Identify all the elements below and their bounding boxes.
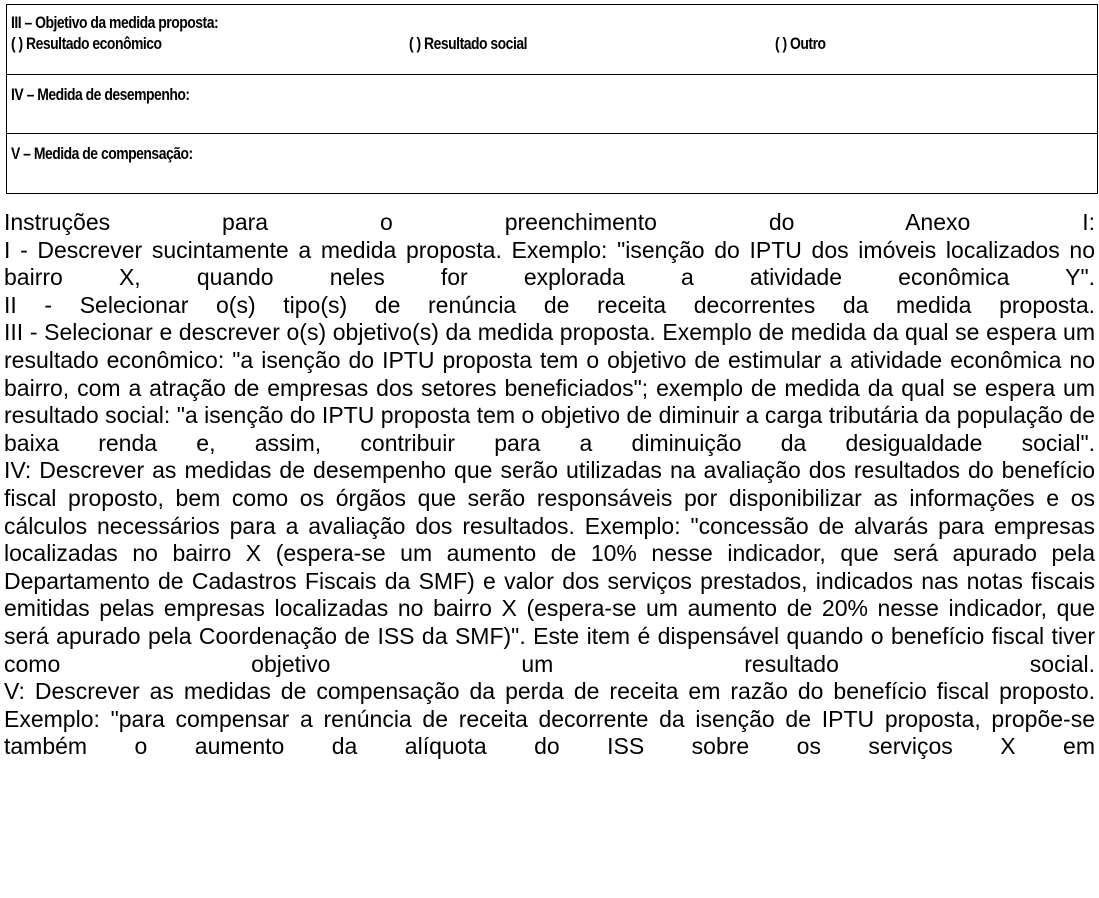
- section-3-title: III – Objetivo da medida proposta:: [11, 13, 219, 32]
- objective-options: [11, 33, 1097, 55]
- form-table: [6, 4, 1098, 194]
- instruction-item-5: V: Descrever as medidas de compensação da perda de receita em razão do benefício fiscal proposto. Exemplo: "para compensar a renúncia de receita decorrente da isenção de IPTU proposta, propõe-se também o aumento da alíquota do ISS sobre os serviços X em: [4, 678, 1095, 760]
- section-5-title: V – Medida de compensação:: [11, 144, 193, 163]
- section-4-title: IV – Medida de desempenho:: [11, 85, 190, 104]
- section-5-cell[interactable]: [7, 134, 1098, 194]
- instruction-item-2: II - Selecionar o(s) tipo(s) de renúncia de receita decorrentes da medida proposta.: [4, 291, 1095, 318]
- section-3-row: [7, 5, 1098, 75]
- option-social-result[interactable]: ( ) Resultado social: [409, 34, 527, 53]
- instruction-item-3: III - Selecionar e descrever o(s) objetivo(s) da medida proposta. Exemplo de medida da qual se espera um resultado econômico: "a isenção do IPTU proposta tem o objetivo de estimular a atividade econômica no bairro, com a atração de empresas dos setores beneficiados"; exemplo de medida da qual se espera um resultado social: "a isenção do IPTU proposta tem o objetivo de diminuir a carga tributária da população de baixa renda e, assim, contribuir para a diminuição da desigualdade social".: [4, 319, 1095, 456]
- instruction-item-1: I - Descrever sucintamente a medida proposta. Exemplo: "isenção do IPTU dos imóveis localizados no bairro X, quando neles for explorada a atividade econômica Y".: [4, 236, 1095, 291]
- section-4-row: [7, 75, 1098, 134]
- instructions-heading: Instruções para o preenchimento do Anexo I:: [4, 209, 1095, 235]
- section-3-cell: [7, 5, 1098, 75]
- section-4-cell[interactable]: [7, 75, 1098, 134]
- option-other[interactable]: ( ) Outro: [775, 34, 826, 53]
- instructions-block: [4, 209, 1095, 761]
- option-economic-result[interactable]: ( ) Resultado econômico: [11, 34, 162, 53]
- instruction-item-4: IV: Descrever as medidas de desempenho que serão utilizadas na avaliação dos resultados do benefício fiscal proposto, bem como os órgãos que serão responsáveis por disponibilizar as informações e os cálculos necessários para a avaliação dos resultados. Exemplo: "concessão de alvarás para empresas localizadas no bairro X (espera-se um aumento de 10% nesse indicador, que será apurado pela Departamento de Cadastros Fiscais da SMF) e valor dos serviços prestados, indicados nas notas fiscais emitidas pelas empresas localizadas no bairro X (espera-se um aumento de 20% nesse indicador, que será apurado pela Coordenação de ISS da SMF)". Este item é dispensável quando o benefício fiscal tiver como objetivo um resultado social.: [4, 457, 1095, 677]
- section-5-row: [7, 134, 1098, 194]
